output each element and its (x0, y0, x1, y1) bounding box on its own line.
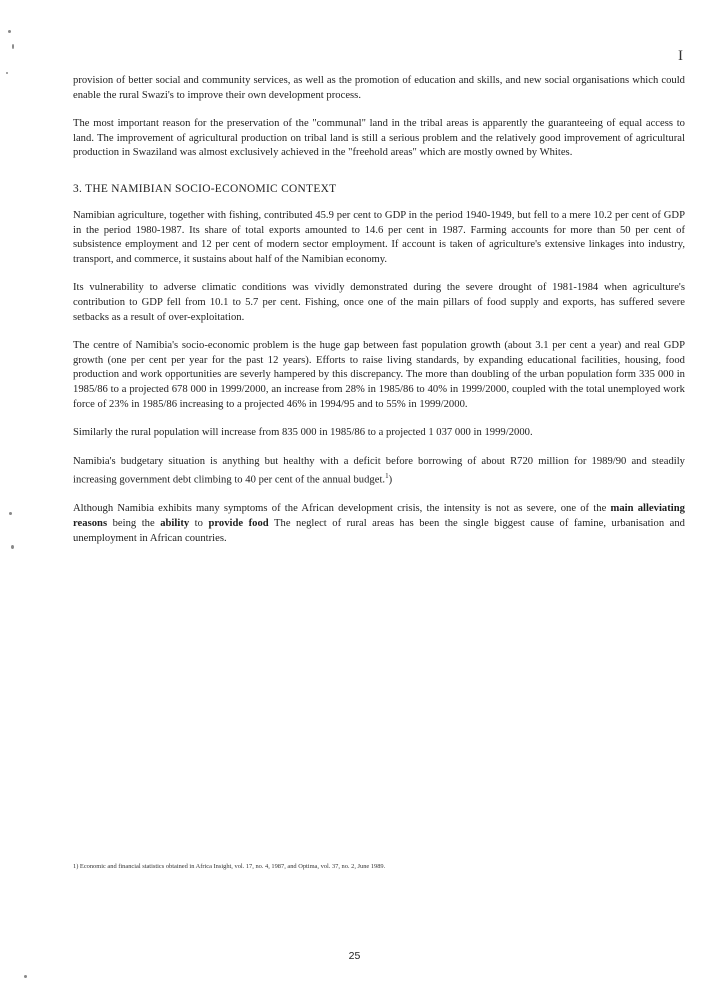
scan-speck (9, 512, 12, 515)
paragraph-8-bold-a: main alleviating reasons (73, 503, 685, 529)
footnote: 1) Economic and financial statistics obtained in Africa Insight, vol. 17, no. 4, 1987, and Optima, vol. 37, no. 2, June 1989. (73, 863, 386, 870)
paragraph-8-bold-f: provide food (208, 518, 269, 529)
paragraph-2: The most important reason for the preservation of the "communal" land in the tribal areas is apparently the guaranteeing of equal access to land. The improvement of agricultural production on tribal land is still a serious problem and the relatively good improvement of agricultural production in Swaziland was almost exclusively achieved in the "freehold areas" which are mostly owned by Whites. (73, 118, 685, 159)
scan-speck (24, 975, 27, 978)
paragraph-7 (73, 455, 685, 489)
paragraph-6: Similarly the rural population will increase from 835 000 in 1985/86 to a projected 1 037 000 in 1999/2000. (73, 427, 533, 439)
scan-speck (11, 545, 14, 549)
page-number: 25 (348, 950, 361, 962)
paragraph-7-text: Namibia's budgetary situation is anything but healthy with a deficit before borrowing of about R720 million for 1989/90 and steadily increasing government debt climbing to 40 per cent of the annual budget. (73, 455, 685, 486)
paragraph-8-text-g: The neglect of rural areas has been the single biggest cause of famine, urbanisation and unemployment in African countries. (73, 518, 685, 544)
body-text (73, 74, 685, 560)
paragraph-8-text-c: being the (107, 518, 161, 529)
paragraph-8-bold-d: ability (160, 518, 190, 529)
paragraph-7-tail: ) (388, 474, 393, 486)
paragraph-8-text-a: Although Namibia exhibits many symptoms of the African development crisis, the intensity is not as severe, one of the (73, 503, 611, 515)
paragraph-1: provision of better social and community services, as well as the promotion of education and skills, and new social organisations which could enable the rural Swazi's to improve their own development process. (73, 75, 685, 101)
scan-speck (6, 72, 8, 74)
footnote-ref: 1 (385, 472, 389, 481)
scan-speck (8, 30, 11, 33)
paragraph-5: The centre of Namibia's socio-economic problem is the huge gap between fast population growth (about 3.1 per cent a year) and real GDP growth (one per cent per year for the past 12 years). Efforts to raise living standards, by expanding educational facilities, housing, food production and work opportunities are severly hampered by this discrepancy. The more than doubling of the urban population form 335 000 in 1985/86 to a projected 678 000 in 1999/2000, an increase from 28% in 1985/86 to 40% in 1999/2000, coupled with the total unemployed work force of 23% in 1985/86 increasing to a projected 46% in 1994/95 and to 55% in 1999/2000. (73, 340, 685, 410)
paragraph-8 (73, 502, 685, 546)
paragraph-3: Namibian agriculture, together with fishing, contributed 45.9 per cent to GDP in the period 1940-1949, but fell to a mere 10.2 per cent of GDP in the period 1980-1987. Its share of total exports amounted to 14.6 per cent in 1987. Farming accounts for more than 50 per cent of subsistence employment and 12 per cent of modern sector employment. If account is taken of agriculture's extensive linkages into industry, transport, and commerce, it sustains about half of the Namibian economy. (73, 209, 685, 265)
paragraph-4: Its vulnerability to adverse climatic conditions was vividly demonstrated during the severe drought of 1981-1984 when agriculture's contribution to GDP fell from 10.1 to 5.7 per cent. Fishing, once one of the main pillars of food supply and exports, has suffered severe setbacks as a result of over-exploitation. (73, 282, 685, 323)
section-heading: 3. THE NAMIBIAN SOCIO-ECONOMIC CONTEXT (73, 182, 337, 195)
paragraph-8-text-e: to (189, 518, 209, 529)
scan-speck (12, 44, 14, 49)
corner-mark: I (678, 48, 683, 64)
